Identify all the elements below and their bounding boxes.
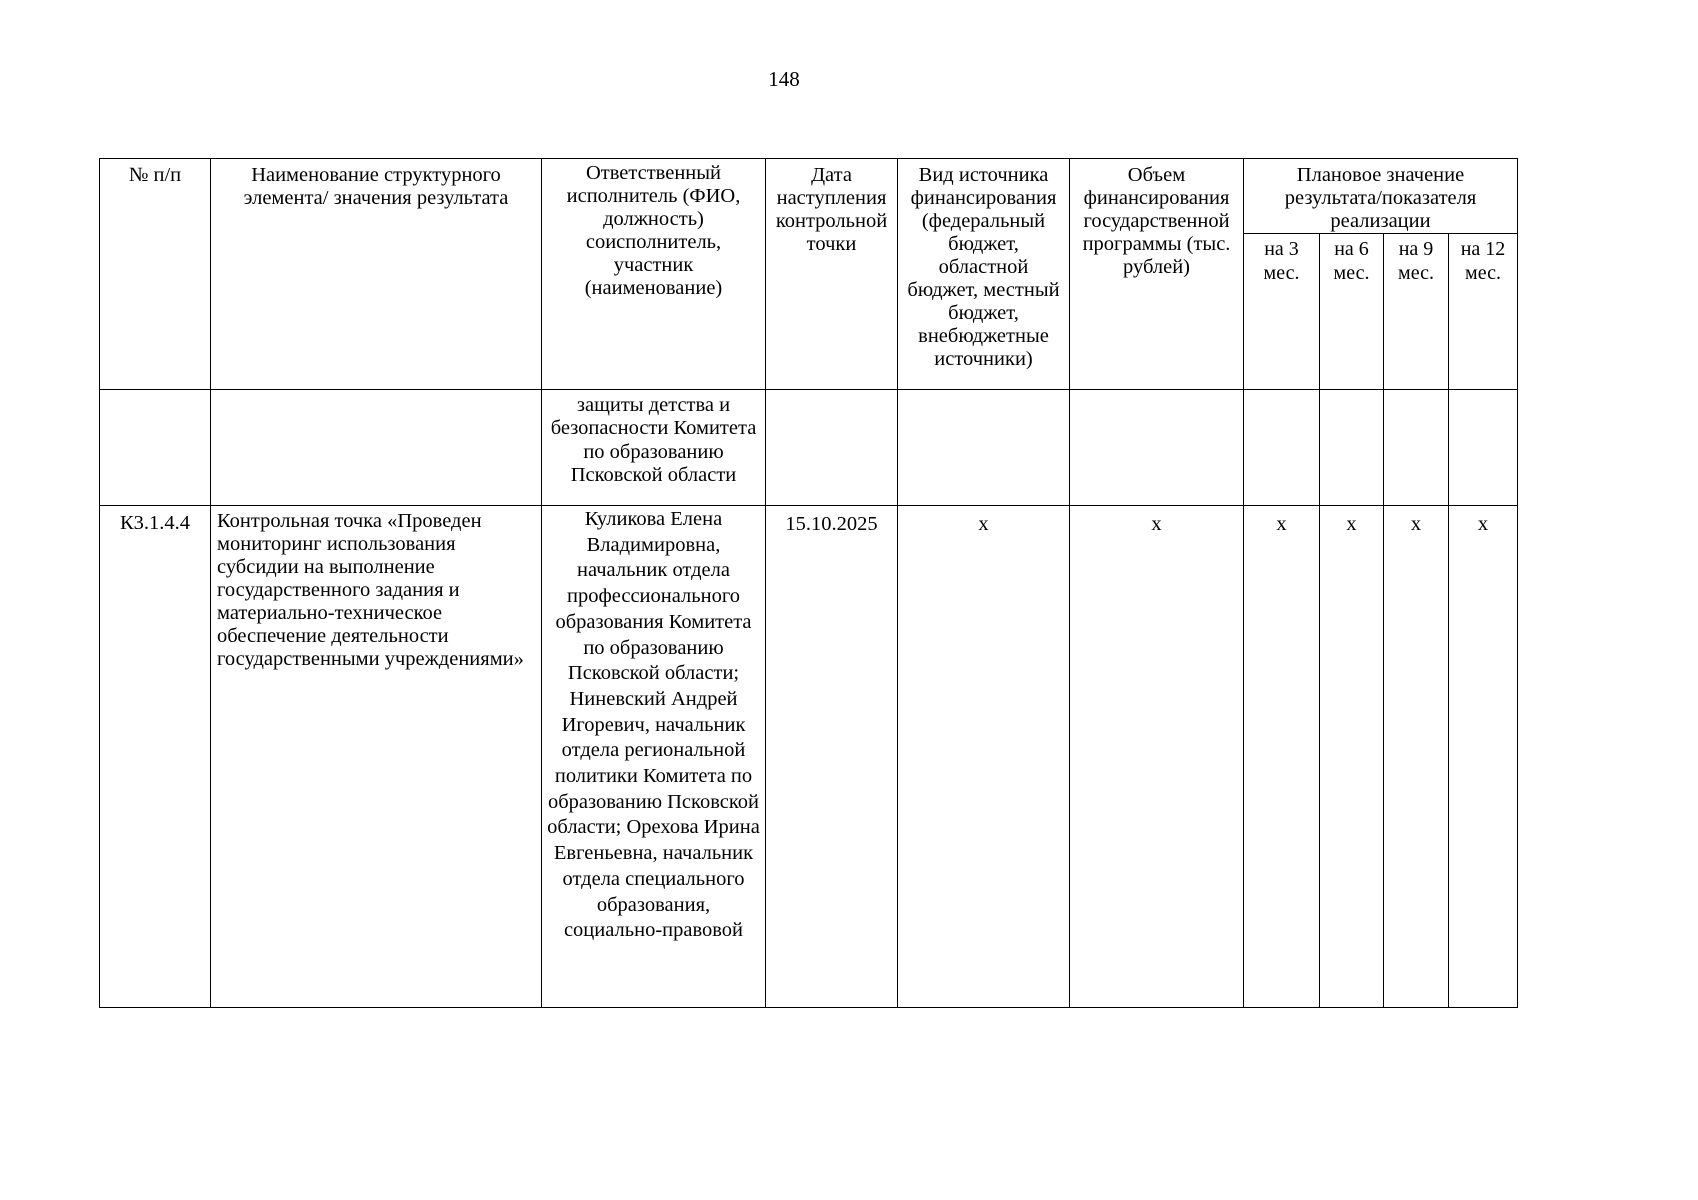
control-points-table: [99, 158, 1518, 1008]
header-source: Вид источника финансирования (федеральный бюджет, областной бюджет, местный бюджет, внебюджетные источники): [898, 159, 1070, 390]
cell-responsible: Куликова Елена Владимировна, начальник отдела профессионального образования Комитета по образованию Псковской области; Ниневский Андрей Игоревич, начальник отдела региональной политики Комитета по образованию Псковской области; Орехова Ирина Евгеньевна, начальник отдела специального образования, социально-правовой: [542, 506, 766, 1008]
header-volume: Объем финансирования государственной программы (тыс. рублей): [1070, 159, 1244, 390]
cell-responsible: защиты детства и безопасности Комитета по образованию Псковской области: [542, 390, 766, 506]
cell-plan-12m: x: [1449, 506, 1518, 1008]
cell-date: 15.10.2025: [766, 506, 898, 1008]
header-plan-9m: на 9 мес.: [1384, 234, 1449, 390]
cell-source: x: [898, 506, 1070, 1008]
header-plan-6m: на 6 мес.: [1320, 234, 1384, 390]
header-date: Дата наступления контрольной точки: [766, 159, 898, 390]
header-num: № п/п: [100, 159, 211, 390]
cell-num: К3.1.4.4: [100, 506, 211, 1008]
cell-volume: x: [1070, 506, 1244, 1008]
table-row: [100, 506, 1518, 1008]
header-plan: Плановое значение результата/показателя реализации: [1244, 159, 1518, 234]
cell-plan-3m: x: [1244, 506, 1320, 1008]
header-name: Наименование структурного элемента/ значения результата: [211, 159, 542, 390]
header-plan-3m: на 3 мес.: [1244, 234, 1320, 390]
page-number: 148: [768, 67, 800, 91]
header-plan-12m: на 12 мес.: [1449, 234, 1518, 390]
cell-plan-6m: x: [1320, 506, 1384, 1008]
cell-plan-9m: x: [1384, 506, 1449, 1008]
header-responsible: Ответственный исполнитель (ФИО, должность) соисполнитель, участник (наименование): [542, 159, 766, 390]
cell-name: Контрольная точка «Проведен мониторинг использования субсидии на выполнение государственного задания и материально-техническое обеспечение деятельности государственными учреждениями»: [211, 506, 542, 1008]
table-row: [100, 390, 1518, 506]
